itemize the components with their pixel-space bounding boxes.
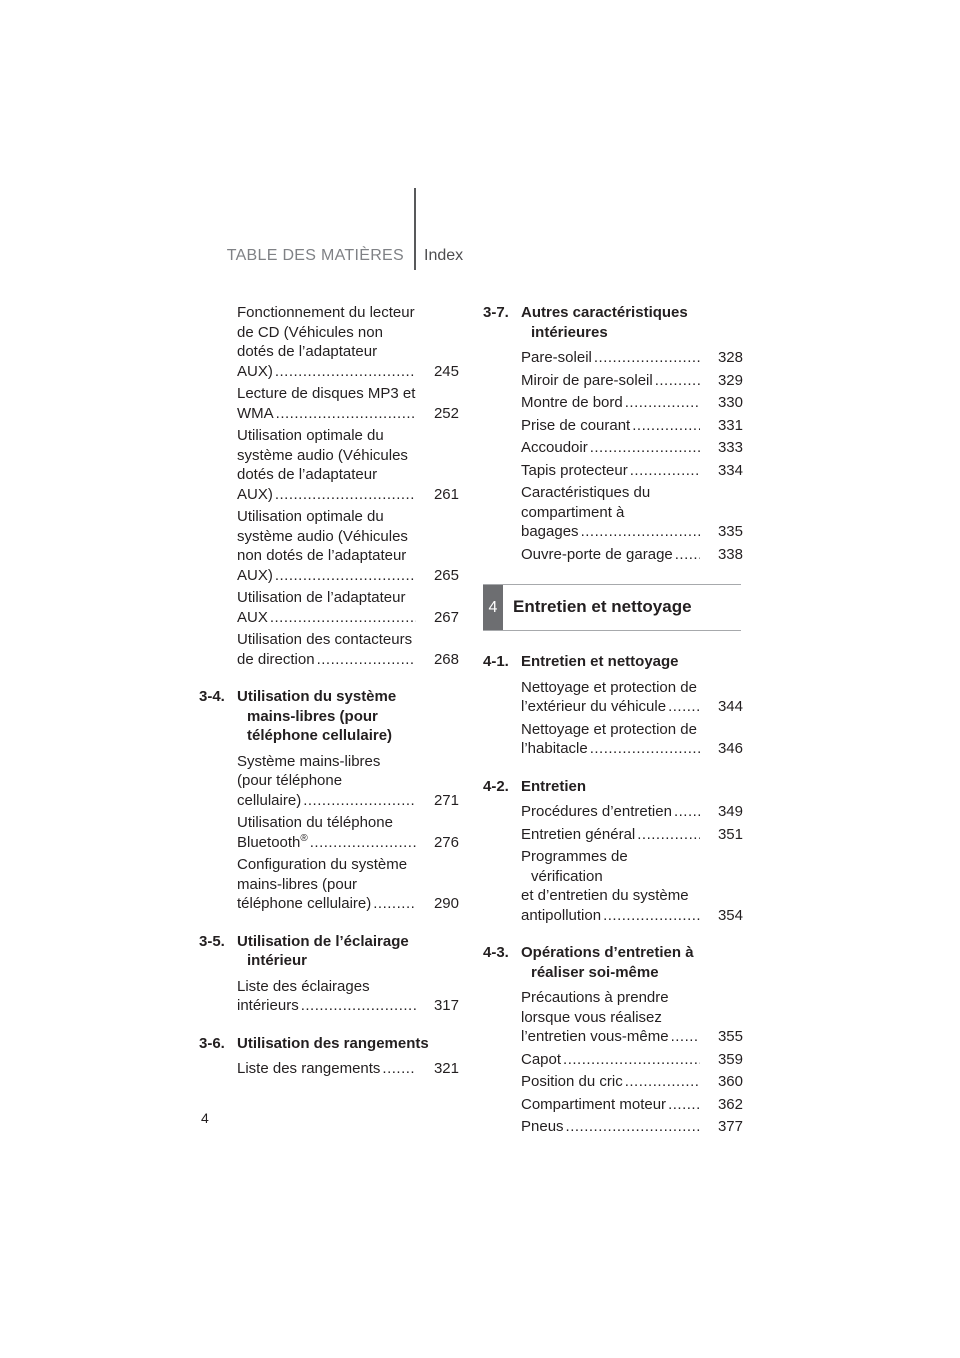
toc-entry[interactable] <box>521 1072 743 1092</box>
entry-text: Miroir de pare-soleil <box>521 371 653 389</box>
toc-entry[interactable] <box>521 348 743 368</box>
entry-text: Bluetooth® <box>237 832 308 851</box>
subsection-title-line: Entretien et nettoyage <box>521 653 679 670</box>
subsection-number: 4-2. <box>483 777 509 795</box>
page-ref[interactable]: 331 <box>717 416 743 434</box>
subsection-heading[interactable] <box>199 1034 459 1054</box>
entry-last-line <box>237 566 419 586</box>
dot-leader <box>303 791 416 811</box>
entry-last-line <box>237 650 419 670</box>
subsection-title-line: Utilisation des rangements <box>237 1034 429 1052</box>
entry-last-line <box>237 485 419 505</box>
entry-last-line <box>237 996 419 1016</box>
entry-line: et d’entretien du système <box>521 887 689 904</box>
toc-entry[interactable] <box>237 588 459 627</box>
entry-last-line <box>521 438 703 458</box>
toc-entry[interactable] <box>521 483 743 542</box>
dot-leader <box>594 348 700 368</box>
entry-text: Accoudoir <box>521 439 588 456</box>
subsection-title-line: Entretien <box>521 777 587 795</box>
subsection-heading[interactable] <box>199 932 459 971</box>
toc-entry[interactable] <box>521 825 743 845</box>
subsection-number: 3-5. <box>199 932 225 950</box>
dot-leader <box>590 739 700 759</box>
entry-last-line <box>237 404 419 424</box>
subsection-title-line: Autres caractéristiques <box>521 304 688 321</box>
entry-last-line <box>521 416 703 436</box>
entry-text: antipollution <box>521 906 602 924</box>
entry-line: Utilisation des contacteurs <box>237 631 413 648</box>
chapter-4-header <box>483 584 741 631</box>
right-column <box>483 303 743 567</box>
entry-line: de CD (Véhicules non <box>237 323 383 341</box>
subsection-title <box>521 943 694 982</box>
entry-line: dotés de l’adaptateur <box>237 343 378 360</box>
entry-last-line <box>237 1059 419 1079</box>
page-ref[interactable]: 276 <box>433 833 459 851</box>
entry-line: Liste des éclairages <box>237 977 370 995</box>
dot-leader <box>668 697 700 717</box>
entry-last-line <box>521 1095 703 1115</box>
toc-link[interactable]: TABLE DES MATIÈRES <box>226 247 404 264</box>
page-ref[interactable]: 261 <box>433 485 459 503</box>
section-4-1 <box>483 652 743 759</box>
entry-last-line <box>521 393 703 413</box>
entry-last-line <box>521 461 703 481</box>
toc-entry[interactable] <box>521 720 743 759</box>
entry-text: cellulaire) <box>237 791 302 809</box>
dot-leader <box>275 362 416 382</box>
entry-text: l’habitacle <box>521 740 588 757</box>
page-ref[interactable]: 317 <box>433 997 459 1014</box>
section-3-6 <box>199 1034 459 1079</box>
dot-leader <box>270 608 416 628</box>
dot-leader <box>637 825 700 845</box>
entry-text: AUX) <box>237 485 273 503</box>
entry-line: Précautions à prendre <box>521 989 669 1006</box>
dot-leader <box>632 416 700 436</box>
subsection-title-line: téléphone cellulaire) <box>247 727 393 744</box>
entry-text: Entretien général <box>521 825 636 843</box>
dot-leader <box>625 393 700 413</box>
entry-text: AUX) <box>237 566 273 584</box>
toc-entry[interactable] <box>237 426 459 504</box>
entry-text: Pare-soleil <box>521 349 592 366</box>
toc-entry[interactable] <box>237 384 459 423</box>
subsection-number: 3-6. <box>199 1034 225 1052</box>
page-ref[interactable]: 268 <box>433 650 459 668</box>
chapter-rule-bottom <box>483 630 741 631</box>
index-link[interactable]: Index <box>424 247 464 264</box>
entry-line: Nettoyage et protection de <box>521 720 697 738</box>
entry-text: Prise de courant <box>521 416 631 434</box>
section-4-2 <box>483 777 743 926</box>
dot-leader <box>625 1072 700 1092</box>
registered-mark: ® <box>300 832 308 844</box>
dot-leader <box>276 404 416 424</box>
entry-line: Utilisation du téléphone <box>237 814 393 831</box>
dot-leader <box>382 1059 416 1079</box>
subsection-number: 3-7. <box>483 304 509 321</box>
entry-last-line <box>237 791 419 811</box>
page-number: 4 <box>201 1110 209 1126</box>
entry-text: WMA <box>237 404 274 422</box>
dot-leader <box>630 461 700 481</box>
page-ref[interactable]: 329 <box>717 371 743 389</box>
subsection-number: 4-3. <box>483 944 509 961</box>
dot-leader <box>590 438 700 458</box>
dot-leader <box>603 906 700 926</box>
subsection-number: 3-4. <box>199 688 225 705</box>
entry-line: Système mains-libres <box>237 752 381 770</box>
subsection-title-line: mains-libres (pour <box>247 707 378 725</box>
toc-entry[interactable] <box>521 416 743 436</box>
entry-text: Procédures d’entretien <box>521 803 672 820</box>
dot-leader <box>581 522 700 542</box>
entry-line: Fonctionnement du lecteur <box>237 304 415 321</box>
entry-last-line <box>237 608 419 628</box>
toc-entry[interactable] <box>521 1095 743 1115</box>
dot-leader <box>674 802 700 822</box>
entry-line: Utilisation optimale du <box>237 508 384 525</box>
subsection-title <box>521 652 679 672</box>
page-ref[interactable]: 338 <box>717 545 743 563</box>
toc-entry[interactable] <box>237 752 459 811</box>
entry-text: Compartiment moteur <box>521 1095 667 1113</box>
toc-entry[interactable] <box>521 988 743 1047</box>
entry-line: dotés de l’adaptateur <box>237 466 378 483</box>
toc-entry[interactable] <box>521 545 743 565</box>
page-ref[interactable]: 245 <box>433 362 459 380</box>
entry-last-line <box>237 362 419 382</box>
toc-entry[interactable] <box>237 855 459 914</box>
chapter-rule-top <box>483 584 741 585</box>
entry-line: compartiment à <box>521 503 625 521</box>
page-ref[interactable]: 265 <box>433 566 459 584</box>
subsection-title <box>237 687 396 746</box>
entry-last-line <box>521 522 703 542</box>
right-column-lower <box>483 652 743 1140</box>
toc-entry[interactable] <box>521 847 743 925</box>
entry-last-line <box>521 739 703 759</box>
entry-last-line <box>237 894 419 914</box>
page-ref[interactable]: 271 <box>433 791 459 809</box>
dot-leader <box>563 1050 700 1070</box>
page-ref[interactable]: 344 <box>717 698 743 715</box>
chapter-number-tab: 4 <box>483 585 503 630</box>
entry-line: mains-libres (pour <box>237 875 358 893</box>
entry-line: Nettoyage et protection de <box>521 678 697 696</box>
entry-last-line <box>521 697 703 717</box>
chapter-title[interactable]: Entretien et nettoyage <box>513 597 692 616</box>
toc-entry[interactable] <box>521 1117 743 1137</box>
subsection-title-line: intérieures <box>531 323 608 341</box>
subsection-heading[interactable] <box>483 777 743 797</box>
dot-leader <box>655 371 700 391</box>
toc-entry[interactable] <box>521 461 743 481</box>
page-ref[interactable]: 330 <box>717 394 743 411</box>
subsection-heading[interactable] <box>483 303 743 342</box>
entry-last-line <box>521 348 703 368</box>
dot-leader <box>675 545 700 565</box>
entry-text: Tapis protecteur <box>521 461 628 479</box>
entry-text: de direction <box>237 650 315 668</box>
entry-line: système audio (Véhicules <box>237 527 408 545</box>
entry-text: AUX) <box>237 362 273 380</box>
section-4-3 <box>483 943 743 1137</box>
subsection-title-line: Utilisation du système <box>237 688 397 705</box>
subsection-title-line: Opérations d’entretien à <box>521 944 694 961</box>
toc-entry[interactable] <box>237 813 459 852</box>
entry-last-line <box>521 906 703 926</box>
dot-leader <box>317 650 416 670</box>
section-3-4 <box>199 687 459 914</box>
subsection-title <box>237 1034 429 1054</box>
dot-leader <box>310 833 416 853</box>
dot-leader <box>671 1027 700 1047</box>
toc-entry[interactable] <box>521 678 743 717</box>
entry-text: Liste des rangements <box>237 1060 381 1077</box>
toc-entry[interactable] <box>521 802 743 822</box>
entry-line: lorsque vous réalisez <box>521 1008 662 1026</box>
page-ref[interactable]: 333 <box>717 439 743 456</box>
subsection-number: 4-1. <box>483 653 509 670</box>
entry-text: AUX <box>237 608 268 626</box>
entry-text: Capot <box>521 1050 562 1068</box>
entry-line: système audio (Véhicules <box>237 446 408 464</box>
entry-text: Montre de bord <box>521 394 623 411</box>
entry-last-line <box>521 1117 703 1137</box>
page-ref[interactable]: 362 <box>717 1095 743 1113</box>
entry-last-line <box>521 1027 703 1047</box>
page-ref[interactable]: 360 <box>717 1073 743 1090</box>
entry-line: Programmes de vérification <box>521 848 628 885</box>
entry-line: (pour téléphone <box>237 772 343 789</box>
page-ref[interactable]: 334 <box>717 461 743 479</box>
left-column <box>199 303 459 1082</box>
entry-text: Position du cric <box>521 1073 623 1090</box>
page-ref[interactable]: 355 <box>717 1028 743 1045</box>
entry-line: Caractéristiques du <box>521 484 651 501</box>
subsection-title <box>521 777 586 797</box>
subsection-title-line: réaliser soi-même <box>531 963 659 981</box>
subsection-title <box>521 303 688 342</box>
page-ref[interactable]: 252 <box>433 404 459 422</box>
toc-entry[interactable] <box>237 630 459 669</box>
entry-text: l’extérieur du véhicule <box>521 698 667 715</box>
page-ref[interactable]: 377 <box>717 1118 743 1135</box>
section-3-5 <box>199 932 459 1016</box>
entry-line: Utilisation optimale du <box>237 427 384 444</box>
toc-entry[interactable] <box>237 1059 459 1079</box>
subsection-title-line: intérieur <box>247 952 308 969</box>
subsection-title-line: Utilisation de l’éclairage <box>237 932 409 950</box>
page-ref[interactable]: 349 <box>717 803 743 820</box>
dot-leader <box>373 894 416 914</box>
subsection-heading[interactable] <box>483 652 743 672</box>
page-ref[interactable]: 328 <box>717 349 743 366</box>
toc-entry[interactable] <box>237 507 459 585</box>
toc-entry[interactable] <box>237 977 459 1016</box>
dot-leader <box>275 485 416 505</box>
toc-entry[interactable] <box>521 371 743 391</box>
entry-line: non dotés de l’adaptateur <box>237 547 407 564</box>
subsection-heading[interactable] <box>199 687 459 746</box>
entry-last-line <box>521 825 703 845</box>
section-3-7 <box>483 303 743 564</box>
entry-text: Pneus <box>521 1118 564 1135</box>
entry-last-line <box>521 371 703 391</box>
page-ref[interactable]: 346 <box>717 740 743 757</box>
entry-text: Ouvre-porte de garage <box>521 545 673 563</box>
page-ref[interactable]: 335 <box>717 523 743 540</box>
entry-line: Configuration du système <box>237 856 408 873</box>
entry-text: l’entretien vous-même <box>521 1028 669 1045</box>
header-divider <box>414 188 416 270</box>
page-ref[interactable]: 351 <box>717 825 743 843</box>
subsection-heading[interactable] <box>483 943 743 982</box>
entry-text: bagages <box>521 523 579 540</box>
toc-entry[interactable] <box>521 438 743 458</box>
entry-line: Utilisation de l’adaptateur <box>237 589 406 606</box>
entry-text: téléphone cellulaire) <box>237 895 372 912</box>
page-ref[interactable]: 267 <box>433 608 459 626</box>
dot-leader <box>566 1117 700 1137</box>
entry-last-line <box>521 1072 703 1092</box>
page-ref[interactable]: 321 <box>433 1060 459 1077</box>
entry-last-line <box>237 832 419 853</box>
entry-last-line <box>521 1050 703 1070</box>
dot-leader <box>275 566 416 586</box>
page-ref[interactable]: 290 <box>433 895 459 912</box>
page-ref[interactable]: 359 <box>717 1050 743 1068</box>
entry-last-line <box>521 802 703 822</box>
page-ref[interactable]: 354 <box>717 906 743 924</box>
intro-entries <box>199 303 459 669</box>
dot-leader <box>668 1095 700 1115</box>
toc-entry[interactable] <box>521 1050 743 1070</box>
toc-entry[interactable] <box>237 303 459 381</box>
entry-line: Lecture de disques MP3 et <box>237 385 416 402</box>
subsection-title <box>237 932 409 971</box>
dot-leader <box>301 996 416 1016</box>
toc-entry[interactable] <box>521 393 743 413</box>
entry-last-line <box>521 545 703 565</box>
entry-text: intérieurs <box>237 997 299 1014</box>
